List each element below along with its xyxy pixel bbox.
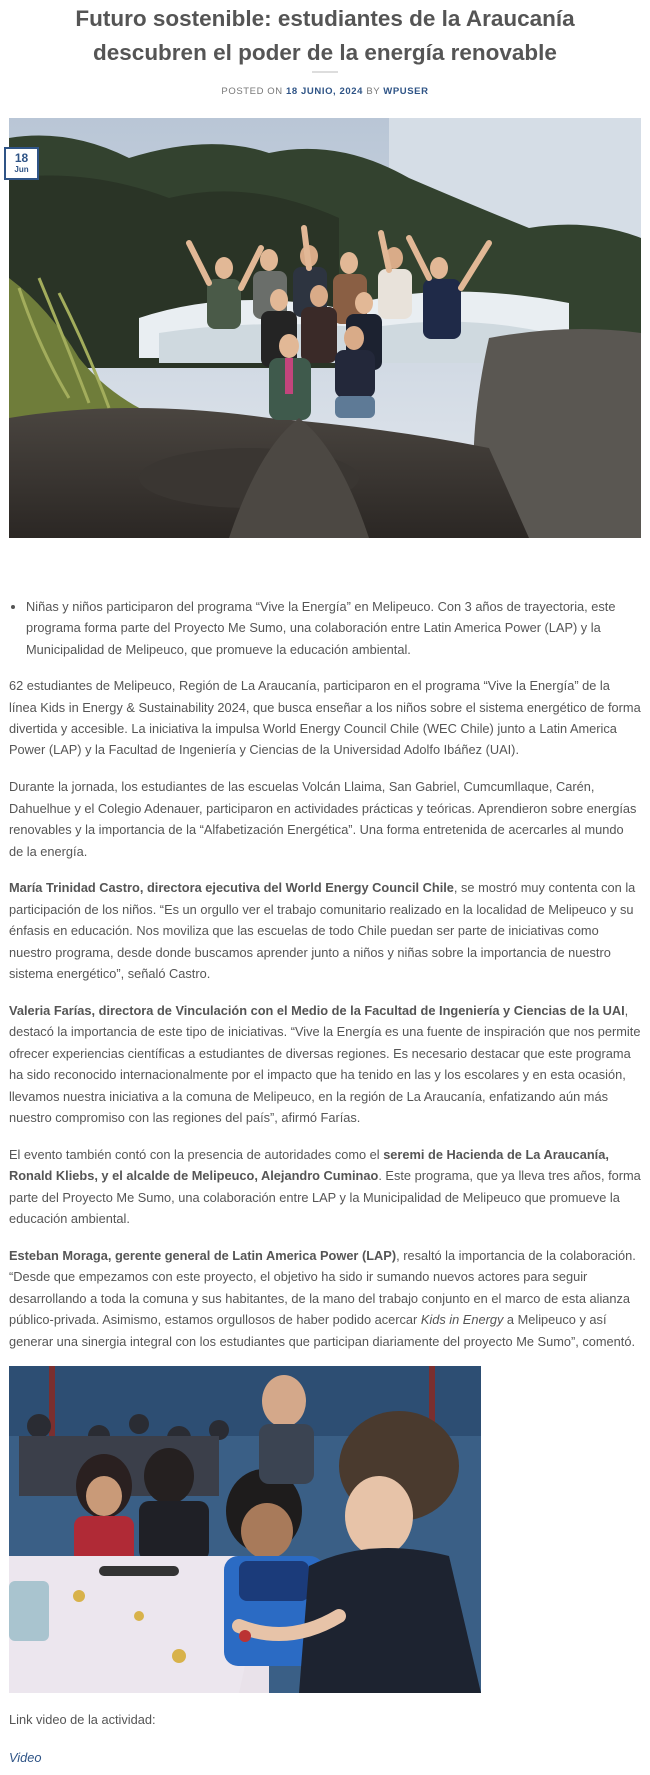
paragraph-6-text-a: , resaltó la importancia de la colaboración. “Desde que empezamos con este proyecto, el objetivo ha sido ir sumando nuevos actores para seguir desarrollando a toda la comuna y sus habitantes, de la mano del trabajo conjunto en el marco de esta alianza público-privada. Asimismo, estamos orgullosos de haber podido acercar xyxy=(9,1248,636,1328)
hero-image xyxy=(9,118,641,538)
post-content xyxy=(9,596,641,1368)
paragraph-5 xyxy=(9,1144,641,1230)
activity-photo-illustration xyxy=(9,1366,481,1693)
date-badge xyxy=(4,147,39,180)
paragraph-1: 62 estudiantes de Melipeuco, Región de La Araucanía, participaron en el programa “Vive la Energía” de la línea Kids in Energy & Sustainability 2024, que busca enseñar a los niños sobre el sistema energético de forma divertida y accesible. La iniciativa la impulsa World Energy Council Chile (WEC Chile) junto a Latin America Power (LAP) y la Facultad de Ingeniería y Ciencias de la Universidad Adolfo Ibáñez (UAI). xyxy=(9,678,641,758)
title-divider xyxy=(312,71,338,73)
paragraph-6-program-name: Kids in Energy xyxy=(420,1312,504,1328)
activity-photo xyxy=(9,1366,481,1693)
paragraph-6 xyxy=(9,1245,641,1352)
paragraph-5-text-end: . Este programa, que ya lleva tres años, forma parte del Proyecto Me Sumo, una colaboración entre LAP y la Municipalidad de Melipeuco que promueve la educación ambiental. xyxy=(9,1168,641,1227)
hero-image-illustration xyxy=(9,118,641,538)
meta-by: BY xyxy=(366,86,381,97)
video-link[interactable]: Video xyxy=(9,1750,42,1765)
paragraph-2: Durante la jornada, los estudiantes de las escuelas Volcán Llaima, San Gabriel, Cumcumllaque, Carén, Dahuelhue y el Colegio Adenauer, participaron en actividades prácticas y teóricas. Aprendieron sobre energías renovables y la importancia de la “Alfabetización Energética”. Una forma entretenida de acercarles al mundo de la energía. xyxy=(9,779,637,859)
paragraph-6-speaker: Esteban Moraga, gerente general de Latin America Power (LAP) xyxy=(9,1248,397,1264)
summary-list xyxy=(9,596,641,660)
paragraph-5-text-start: El evento también contó con la presencia de autoridades como el xyxy=(9,1146,384,1162)
post-author-link[interactable]: WPUSER xyxy=(383,86,429,97)
paragraph-6-text-c: ”, comentó. xyxy=(570,1333,635,1349)
post-date-link[interactable]: 18 JUNIO, 2024 xyxy=(286,86,364,97)
paragraph-4 xyxy=(9,1000,641,1128)
paragraph-4-speaker: Valeria Farías, directora de Vinculación con el Medio de la Facultad de Ingeniería y Ciencias de la UAI xyxy=(9,1003,625,1018)
video-link-label: Link video de la actividad: xyxy=(9,1712,156,1727)
paragraph-5-authorities: seremi de Hacienda de La Araucanía, Ronald Kliebs, y el alcalde de Melipeuco, Alejandro Cuminao xyxy=(9,1146,609,1184)
post-meta xyxy=(0,86,650,97)
paragraph-4-text: , destacó la importancia de este tipo de iniciativas. “Vive la Energía es una fuente de inspiración que nos permite ofrecer experiencias científicas a estudiantes de diversas regiones. Es necesario destacar que este programa ha sido reconocido internacionalmente por el impacto que ha tenido en las y los escolares y en esta ocasión, llevamos nuestra iniciativa a la comuna de Melipeuco, en la región de La Araucanía, enfatizando aún más nuestro compromiso con las regiones del país”, afirmó Farías. xyxy=(9,1003,641,1126)
date-badge-month: Jun xyxy=(14,165,29,174)
date-badge-day: 18 xyxy=(14,151,29,165)
paragraph-3-text: , se mostró muy contenta con la participación de los niños. “Es un orgullo ver el trabajo comunitario realizado en la localidad de Melipeuco y su énfasis en educación. Nos moviliza que las escuelas de todo Chile puedan ser parte de iniciativas como nuestro programa, desde donde buscamos aprender junto a niños y niñas sobre la importancia de nuestro sistema energético”, señaló Castro. xyxy=(9,880,636,982)
paragraph-3-speaker: María Trinidad Castro, directora ejecutiva del World Energy Council Chile xyxy=(9,880,454,896)
post-title: Futuro sostenible: estudiantes de la Araucanía descubren el poder de la energía renovable xyxy=(75,6,575,65)
paragraph-3 xyxy=(9,877,641,984)
paragraph-6-text-b: a Melipeuco y así generar una sinergia integral con los estudiantes que participan diariamente del proyecto Me Sumo xyxy=(9,1312,607,1349)
summary-item: • Niñas y niños participaron del programa “Vive la Energía” en Melipeuco. Con 3 años de trayectoria, este programa forma parte del Proyecto Me Sumo, una colaboración entre Latin America Power (LAP) y la Municipalidad de Melipeuco, que promueve la educación ambiental. xyxy=(26,596,641,660)
meta-prefix: POSTED ON xyxy=(221,86,283,97)
